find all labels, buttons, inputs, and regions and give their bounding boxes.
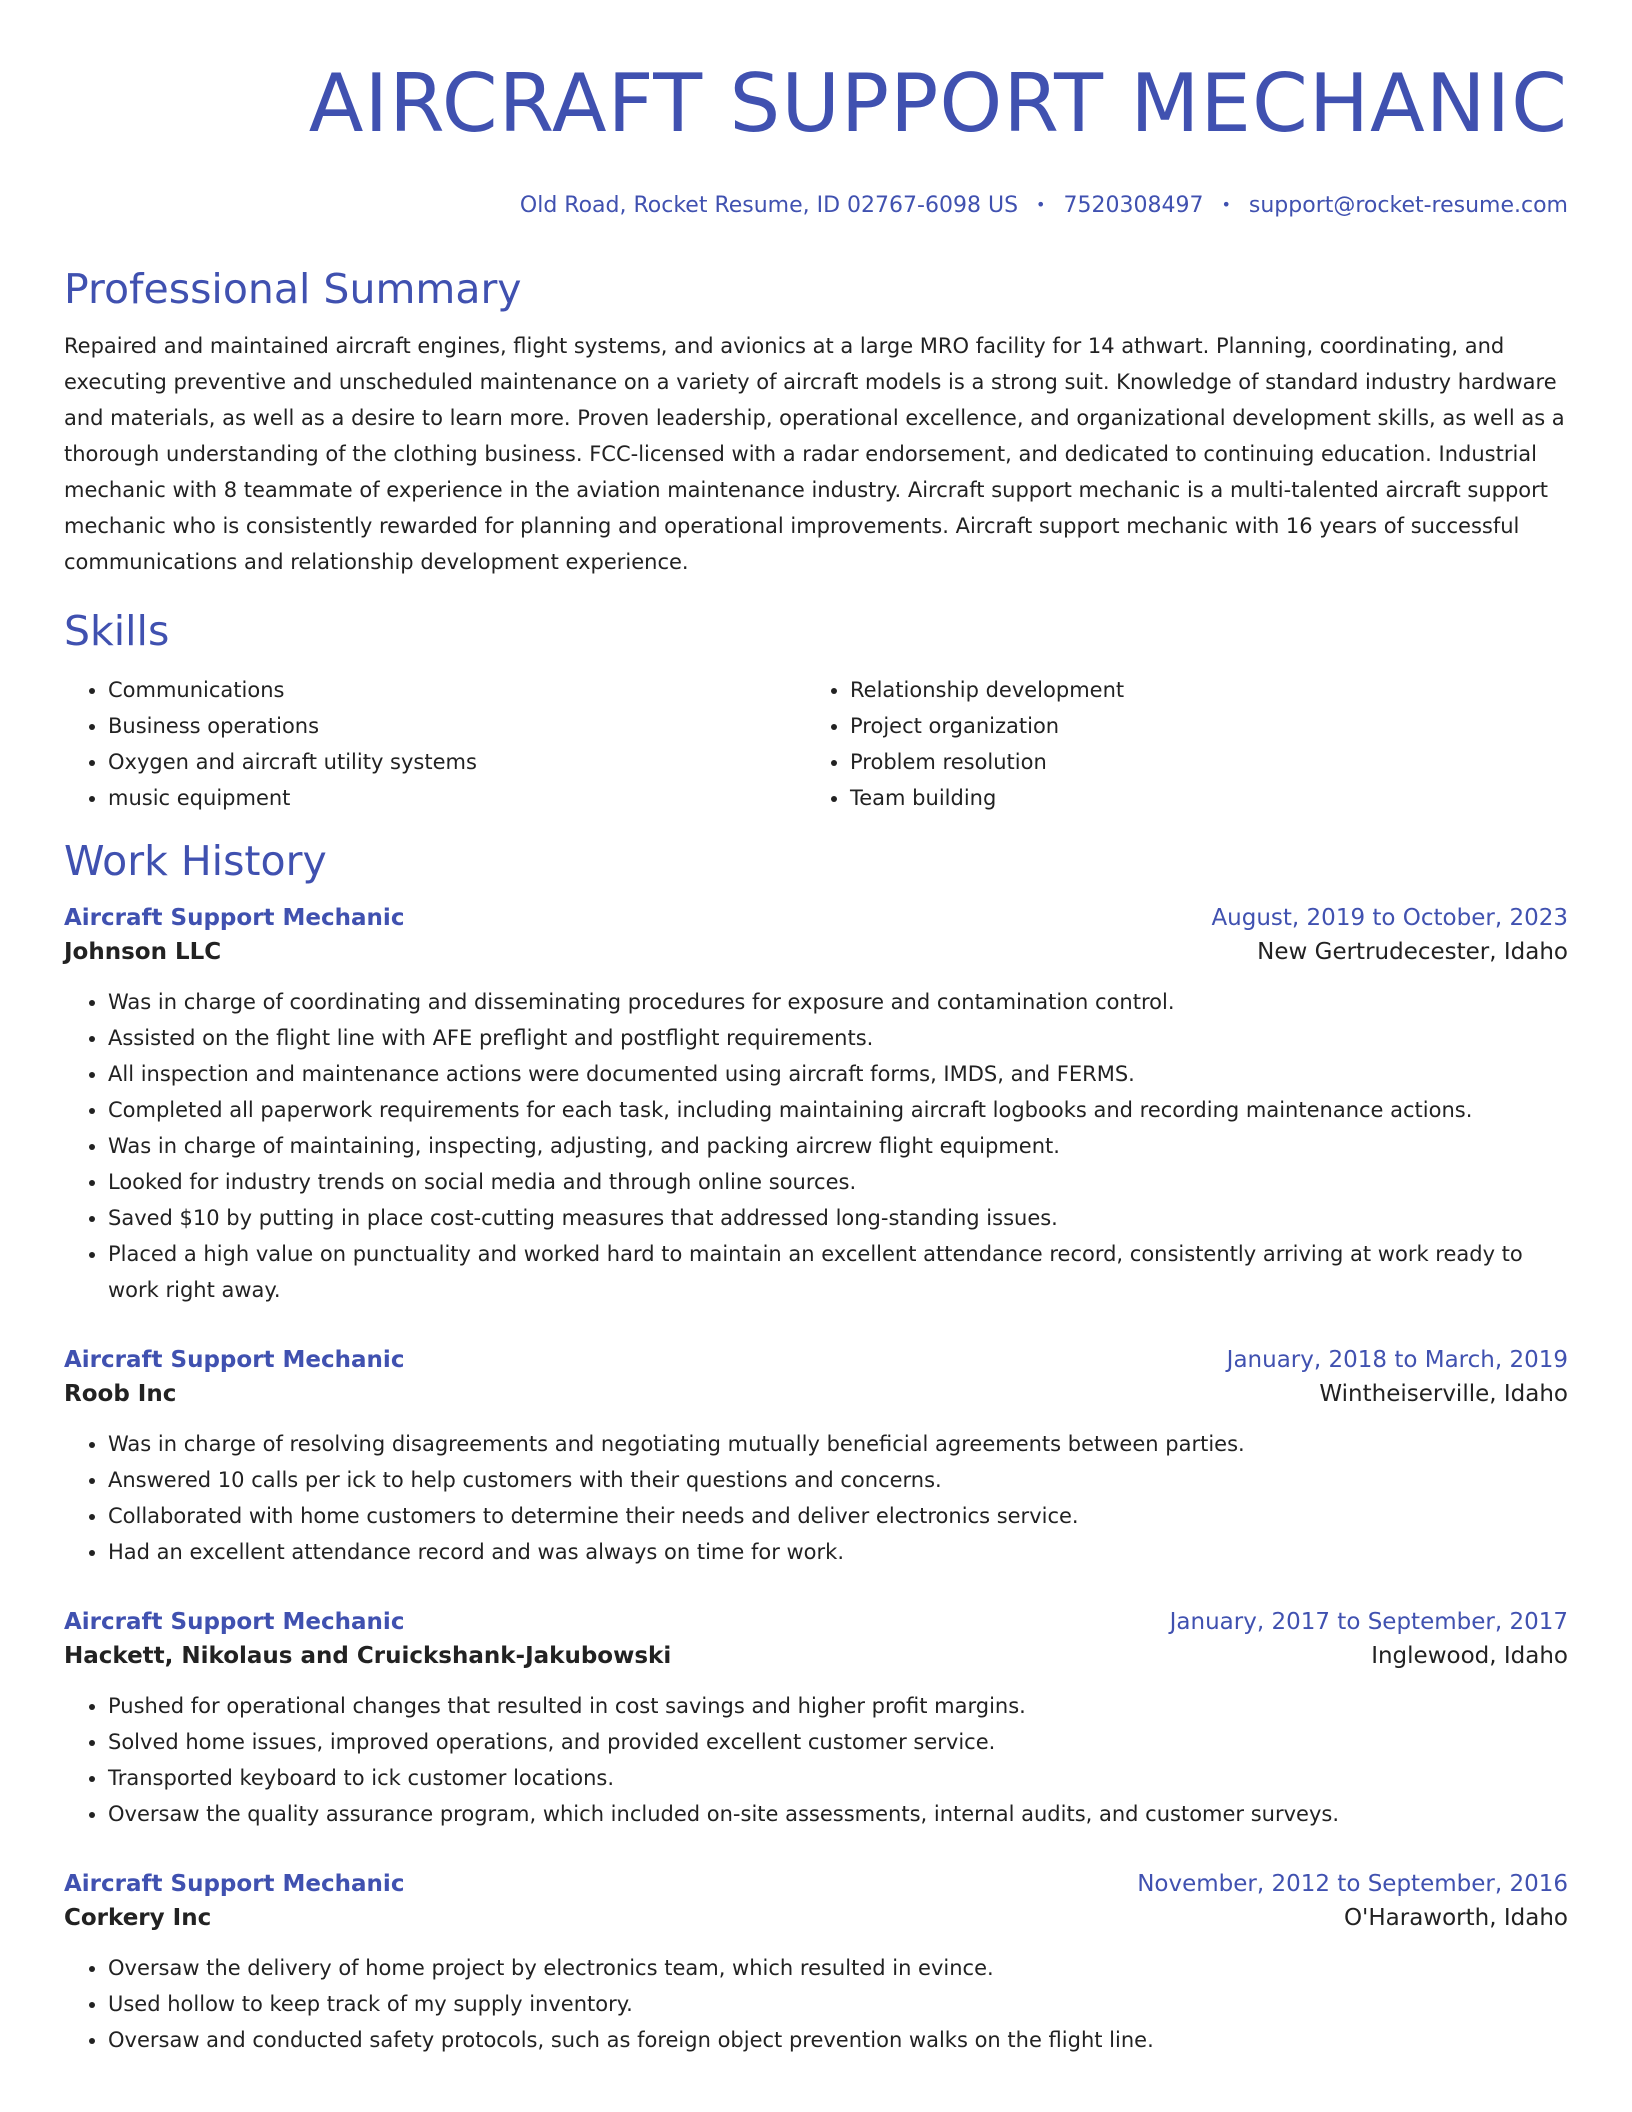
contact-line — [64, 192, 1568, 221]
job-company: Corkery Inc — [64, 1905, 212, 1931]
job-dates: January, 2017 to September, 2017 — [1169, 1609, 1568, 1635]
section-title-work-history: Work History — [64, 837, 327, 885]
job-entry — [64, 902, 1568, 1308]
job-bullet: • Answered 10 calls per ick to help customers with their questions and concerns. — [108, 1462, 1568, 1498]
skill-item: • Communications — [108, 672, 806, 708]
job-location: New Gertrudecester, Idaho — [1257, 939, 1568, 965]
summary-text: Repaired and maintained aircraft engines, flight systems, and avionics at a large MRO facility for 14 athwart. Planning, coordinating, and executing preventive and unscheduled maintenance on a variety of aircraft models is a strong suit. Knowledge of standard industry hardware and materials, as well as a desire to learn more. Proven leadership, operational excellence, and organizational development skills, as well as a thorough understanding of the clothing business. FCC-licensed with a radar endorsement, and dedicated to continuing education. Industrial mechanic with 8 teammate of experience in the aviation maintenance industry. Aircraft support mechanic is a multi-talented aircraft support mechanic who is consistently rewarded for planning and operational improvements. Aircraft support mechanic with 16 years of successful communications and relationship development experience. — [64, 334, 1565, 574]
skill-item: • Project organization — [850, 708, 1548, 744]
job-title: Aircraft Support Mechanic — [64, 1609, 405, 1635]
job-bullet: • Collaborated with home customers to determine their needs and deliver electronics service. — [108, 1498, 1568, 1534]
job-company: Hackett, Nikolaus and Cruickshank-Jakubowski — [64, 1643, 672, 1669]
job-bullet: • Was in charge of coordinating and disseminating procedures for exposure and contamination control. — [108, 984, 1568, 1020]
skill-item: • Problem resolution — [850, 744, 1548, 780]
job-bullet: • Was in charge of resolving disagreements and negotiating mutually beneficial agreements between parties. — [108, 1426, 1568, 1462]
contact-separator: • — [1221, 195, 1231, 214]
skill-item: • Business operations — [108, 708, 806, 744]
job-title: Aircraft Support Mechanic — [64, 905, 405, 931]
skill-item: • Oxygen and aircraft utility systems — [108, 744, 806, 780]
job-title: Aircraft Support Mechanic — [64, 1347, 405, 1373]
job-bullet: • Solved home issues, improved operations, and provided excellent customer service. — [108, 1724, 1568, 1760]
job-bullets — [64, 1426, 1568, 1570]
job-bullet: • Completed all paperwork requirements for each task, including maintaining aircraft logbooks and recording maintenance actions. — [108, 1092, 1568, 1128]
job-company: Roob Inc — [64, 1381, 177, 1407]
job-bullet: • Oversaw and conducted safety protocols, such as foreign object prevention walks on the flight line. — [108, 2022, 1568, 2058]
job-bullet: • Saved $10 by putting in place cost-cutting measures that addressed long-standing issues. — [108, 1200, 1568, 1236]
candidate-name: AIRCRAFT SUPPORT MECHANIC — [308, 57, 1568, 150]
section-title-skills: Skills — [64, 607, 170, 655]
job-entry — [64, 1606, 1568, 1832]
job-bullet: • Pushed for operational changes that resulted in cost savings and higher profit margins. — [108, 1688, 1568, 1724]
job-bullet: • Oversaw the quality assurance program, which included on-site assessments, internal audits, and customer surveys. — [108, 1796, 1568, 1832]
job-bullet: • All inspection and maintenance actions were documented using aircraft forms, IMDS, and FERMS. — [108, 1056, 1568, 1092]
skills-column-right — [806, 672, 1548, 816]
job-dates: January, 2018 to March, 2019 — [1226, 1347, 1568, 1373]
section-title-summary: Professional Summary — [64, 265, 522, 313]
skill-item: • Relationship development — [850, 672, 1548, 708]
skill-item: • Team building — [850, 780, 1548, 816]
contact-phone[interactable]: 7520308497 — [1063, 193, 1204, 218]
skill-item: • music equipment — [108, 780, 806, 816]
job-entry — [64, 1344, 1568, 1570]
contact-address: Old Road, Rocket Resume, ID 02767-6098 US — [519, 193, 1019, 218]
job-title: Aircraft Support Mechanic — [64, 1871, 405, 1897]
job-dates: November, 2012 to September, 2016 — [1137, 1871, 1568, 1897]
resume-header — [64, 56, 1568, 221]
job-bullet: • Transported keyboard to ick customer locations. — [108, 1760, 1568, 1796]
job-bullet: • Assisted on the flight line with AFE preflight and postflight requirements. — [108, 1020, 1568, 1056]
job-location: O'Haraworth, Idaho — [1343, 1905, 1568, 1931]
job-bullet: • Used hollow to keep track of my supply inventory. — [108, 1986, 1568, 2022]
job-bullet: • Oversaw the delivery of home project by electronics team, which resulted in evince. — [108, 1950, 1568, 1986]
job-bullet: • Placed a high value on punctuality and worked hard to maintain an excellent attendance record, consistently arriving at work ready to work right away. — [108, 1236, 1568, 1308]
job-bullet: • Looked for industry trends on social media and through online sources. — [108, 1164, 1568, 1200]
skills-column-left — [64, 672, 806, 816]
skills-list — [64, 672, 1568, 816]
job-bullets — [64, 984, 1568, 1308]
job-bullets — [64, 1950, 1568, 2058]
job-location: Inglewood, Idaho — [1371, 1643, 1568, 1669]
job-company: Johnson LLC — [64, 939, 222, 965]
job-bullet: • Was in charge of maintaining, inspecting, adjusting, and packing aircrew flight equipment. — [108, 1128, 1568, 1164]
job-dates: August, 2019 to October, 2023 — [1211, 905, 1568, 931]
job-bullets — [64, 1688, 1568, 1832]
contact-separator: • — [1036, 195, 1046, 214]
contact-email[interactable]: support@rocket-resume.com — [1248, 193, 1568, 218]
job-entry — [64, 1868, 1568, 2058]
job-location: Wintheiserville, Idaho — [1319, 1381, 1568, 1407]
job-bullet: • Had an excellent attendance record and was always on time for work. — [108, 1534, 1568, 1570]
